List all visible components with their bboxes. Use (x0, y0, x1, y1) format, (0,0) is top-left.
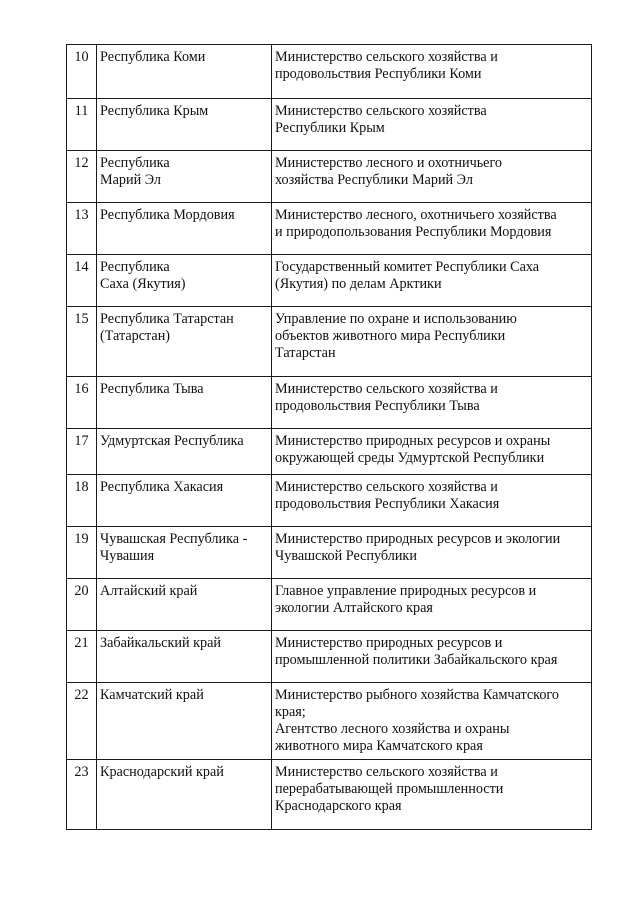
agency-cell (272, 255, 592, 307)
agency-cell (272, 151, 592, 203)
row-number: 12 (67, 151, 97, 203)
agency-name-line: Министерство рыбного хозяйства Камчатского (275, 687, 559, 703)
region-name-line: Республика Крым (100, 103, 209, 119)
agency-name-line: (Якутия) по делам Арктики (275, 276, 442, 292)
region-cell (97, 377, 272, 429)
row-number: 10 (67, 45, 97, 99)
row-number: 22 (67, 683, 97, 760)
agency-name-line: края; (275, 704, 306, 720)
region-cell (97, 475, 272, 527)
agency-name-line: Министерство природных ресурсов и экологии (275, 531, 561, 547)
agency-name-line: Татарстан (275, 345, 336, 361)
agency-name-line: продовольствия Республики Хакасия (275, 496, 500, 512)
agency-name-line: перерабатывающей промышленности (275, 781, 504, 797)
agency-cell (272, 45, 592, 99)
region-name-line: Республика Мордовия (100, 207, 235, 223)
agency-cell (272, 760, 592, 830)
agency-name-line: Министерство сельского хозяйства (275, 103, 487, 119)
region-cell (97, 151, 272, 203)
agency-name-line: Государственный комитет Республики Саха (275, 259, 540, 275)
agency-cell (272, 683, 592, 760)
agency-cell (272, 631, 592, 683)
row-number: 14 (67, 255, 97, 307)
agency-name-line: Министерство природных ресурсов и (275, 635, 503, 651)
agency-cell (272, 203, 592, 255)
agency-name-line: Министерство сельского хозяйства и (275, 49, 498, 65)
agency-name-line: Министерство сельского хозяйства и (275, 764, 498, 780)
region-cell (97, 45, 272, 99)
table-row (67, 45, 592, 99)
region-cell (97, 203, 272, 255)
table-row (67, 203, 592, 255)
region-name-line: Саха (Якутия) (100, 276, 186, 292)
region-name-line: Республика (100, 259, 170, 275)
agency-name-line: Министерство лесного и охотничьего (275, 155, 503, 171)
region-name-line: Республика Тыва (100, 381, 204, 397)
agency-name-line: продовольствия Республики Коми (275, 66, 482, 82)
row-number: 13 (67, 203, 97, 255)
agency-name-line: Министерство лесного, охотничьего хозяйства (275, 207, 557, 223)
agency-cell (272, 527, 592, 579)
regions-table-body (67, 45, 592, 830)
region-cell (97, 307, 272, 377)
table-row (67, 377, 592, 429)
table-row (67, 99, 592, 151)
table-row (67, 151, 592, 203)
agency-cell (272, 99, 592, 151)
region-name-line: Чувашия (100, 548, 155, 564)
region-cell (97, 683, 272, 760)
row-number: 21 (67, 631, 97, 683)
region-name-line: Камчатский край (100, 687, 204, 703)
regions-table (66, 44, 592, 830)
agency-name-line: объектов животного мира Республики (275, 328, 506, 344)
agency-name-line: Главное управление природных ресурсов и (275, 583, 537, 599)
region-name-line: Алтайский край (100, 583, 198, 599)
row-number: 15 (67, 307, 97, 377)
agency-cell (272, 377, 592, 429)
region-name-line: Республика (100, 155, 170, 171)
agency-name-line: Управление по охране и использованию (275, 311, 517, 327)
agency-name-line: животного мира Камчатского края (275, 738, 483, 754)
row-number: 17 (67, 429, 97, 475)
region-name-line: Республика Хакасия (100, 479, 224, 495)
agency-name-line: Министерство сельского хозяйства и (275, 479, 498, 495)
agency-name-line: Министерство природных ресурсов и охраны (275, 433, 551, 449)
table-row (67, 255, 592, 307)
table-row (67, 579, 592, 631)
table-row (67, 760, 592, 830)
region-name-line: Республика Татарстан (100, 311, 234, 327)
agency-name-line: хозяйства Республики Марий Эл (275, 172, 473, 188)
agency-name-line: окружающей среды Удмуртской Республики (275, 450, 545, 466)
region-cell (97, 760, 272, 830)
table-row (67, 307, 592, 377)
agency-name-line: Чувашской Республики (275, 548, 417, 564)
agency-cell (272, 475, 592, 527)
agency-name-line: Республики Крым (275, 120, 385, 136)
agency-cell (272, 307, 592, 377)
table-row (67, 527, 592, 579)
region-cell (97, 99, 272, 151)
region-name-line: Республика Коми (100, 49, 206, 65)
agency-name-line: Агентство лесного хозяйства и охраны (275, 721, 510, 737)
row-number: 19 (67, 527, 97, 579)
agency-cell (272, 429, 592, 475)
table-row (67, 429, 592, 475)
row-number: 16 (67, 377, 97, 429)
agency-name-line: промышленной политики Забайкальского края (275, 652, 558, 668)
agency-name-line: и природопользования Республики Мордовия (275, 224, 552, 240)
region-name-line: Забайкальский край (100, 635, 221, 651)
region-name-line: (Татарстан) (100, 328, 171, 344)
row-number: 23 (67, 760, 97, 830)
region-name-line: Краснодарский край (100, 764, 224, 780)
region-cell (97, 429, 272, 475)
agency-cell (272, 579, 592, 631)
region-name-line: Удмуртская Республика (100, 433, 244, 449)
region-cell (97, 527, 272, 579)
table-row (67, 475, 592, 527)
agency-name-line: Министерство сельского хозяйства и (275, 381, 498, 397)
table-row (67, 683, 592, 760)
table-row (67, 631, 592, 683)
region-cell (97, 579, 272, 631)
row-number: 11 (67, 99, 97, 151)
region-name-line: Чувашская Республика - (100, 531, 248, 547)
agency-name-line: экологии Алтайского края (275, 600, 433, 616)
region-name-line: Марий Эл (100, 172, 161, 188)
region-cell (97, 631, 272, 683)
row-number: 20 (67, 579, 97, 631)
agency-name-line: Краснодарского края (275, 798, 402, 814)
row-number: 18 (67, 475, 97, 527)
agency-name-line: продовольствия Республики Тыва (275, 398, 480, 414)
region-cell (97, 255, 272, 307)
